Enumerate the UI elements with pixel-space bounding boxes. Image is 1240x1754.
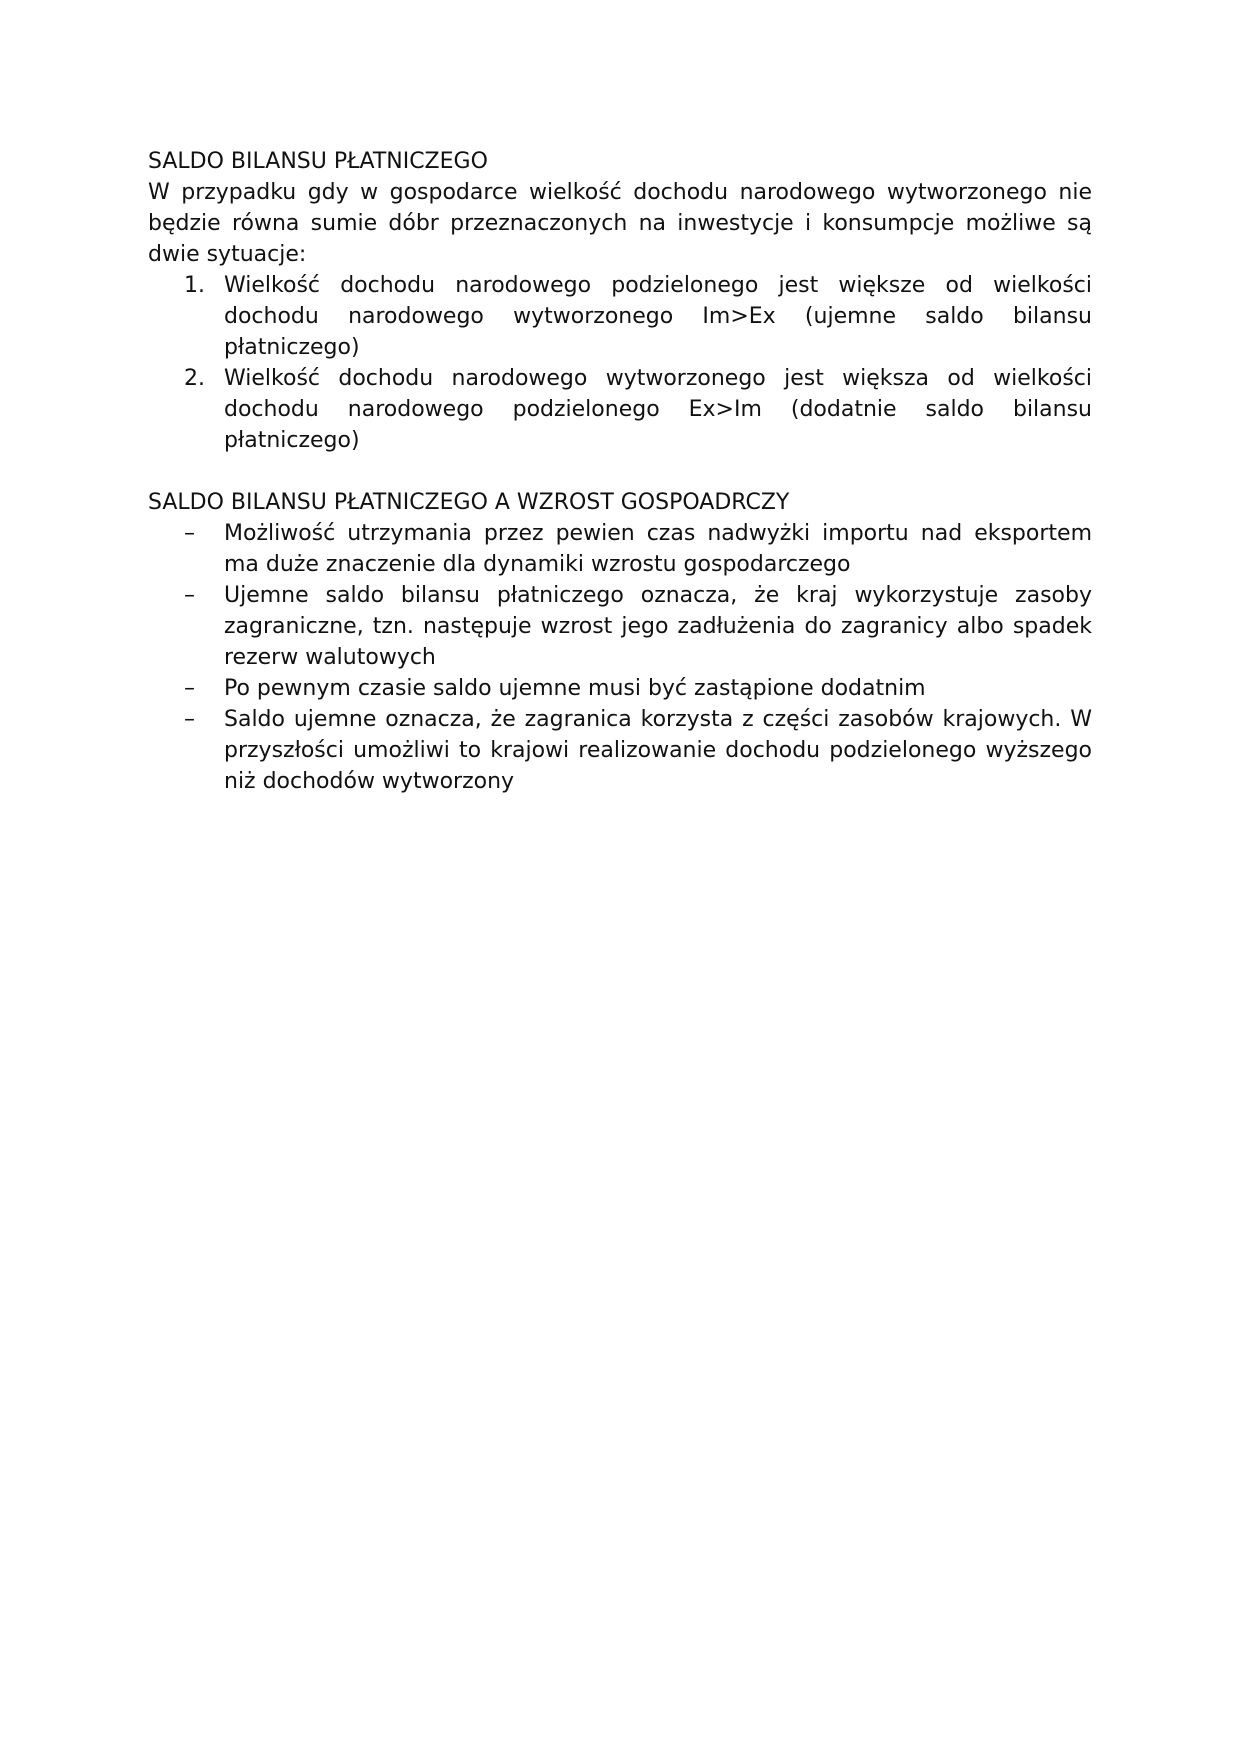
section-balance-of-payments — [148, 146, 1092, 456]
list-item-text: Możliwość utrzymania przez pewien czas nadwyżki importu nad eksportem ma duże znaczenie dla dynamiki wzrostu gospodarczego — [224, 521, 1092, 577]
document-body — [148, 146, 1092, 797]
dash-list — [148, 518, 1092, 797]
list-item-text: Saldo ujemne oznacza, że zagranica korzysta z części zasobów krajowych. W przyszłości umożliwi to krajowi realizowanie dochodu podzielonego wyższego niż dochodów wytworzony — [224, 707, 1092, 794]
list-number: 2. — [184, 366, 205, 391]
list-item — [148, 704, 1092, 797]
section-title: SALDO BILANSU PŁATNICZEGO A WZROST GOSPOADRCZY — [148, 490, 790, 515]
list-item — [148, 580, 1092, 673]
list-item — [148, 673, 1092, 704]
dash-bullet: – — [184, 707, 195, 732]
section-balance-and-growth — [148, 487, 1092, 797]
dash-bullet: – — [184, 676, 195, 701]
list-item-text: Wielkość dochodu narodowego podzielonego jest większe od wielkości dochodu narodowego wytworzonego Im>Ex (ujemne saldo bilansu płatniczego) — [224, 273, 1092, 360]
list-item-text: Po pewnym czasie saldo ujemne musi być zastąpione dodatnim — [224, 676, 926, 701]
dash-bullet: – — [184, 521, 195, 546]
intro-paragraph: W przypadku gdy w gospodarce wielkość dochodu narodowego wytworzonego nie będzie równa sumie dóbr przeznaczonych na inwestycje i konsumpcje możliwe są dwie sytuacje: — [148, 180, 1092, 267]
list-item — [148, 270, 1092, 363]
list-number: 1. — [184, 273, 205, 298]
dash-bullet: – — [184, 583, 195, 608]
list-item-text: Wielkość dochodu narodowego wytworzonego jest większa od wielkości dochodu narodowego podzielonego Ex>Im (dodatnie saldo bilansu płatniczego) — [224, 366, 1092, 453]
section-title: SALDO BILANSU PŁATNICZEGO — [148, 149, 488, 174]
list-item-text: Ujemne saldo bilansu płatniczego oznacza, że kraj wykorzystuje zasoby zagraniczne, tzn. następuje wzrost jego zadłużenia do zagranicy albo spadek rezerw walutowych — [224, 583, 1092, 670]
numbered-list — [148, 270, 1092, 456]
list-item — [148, 518, 1092, 580]
list-item — [148, 363, 1092, 456]
